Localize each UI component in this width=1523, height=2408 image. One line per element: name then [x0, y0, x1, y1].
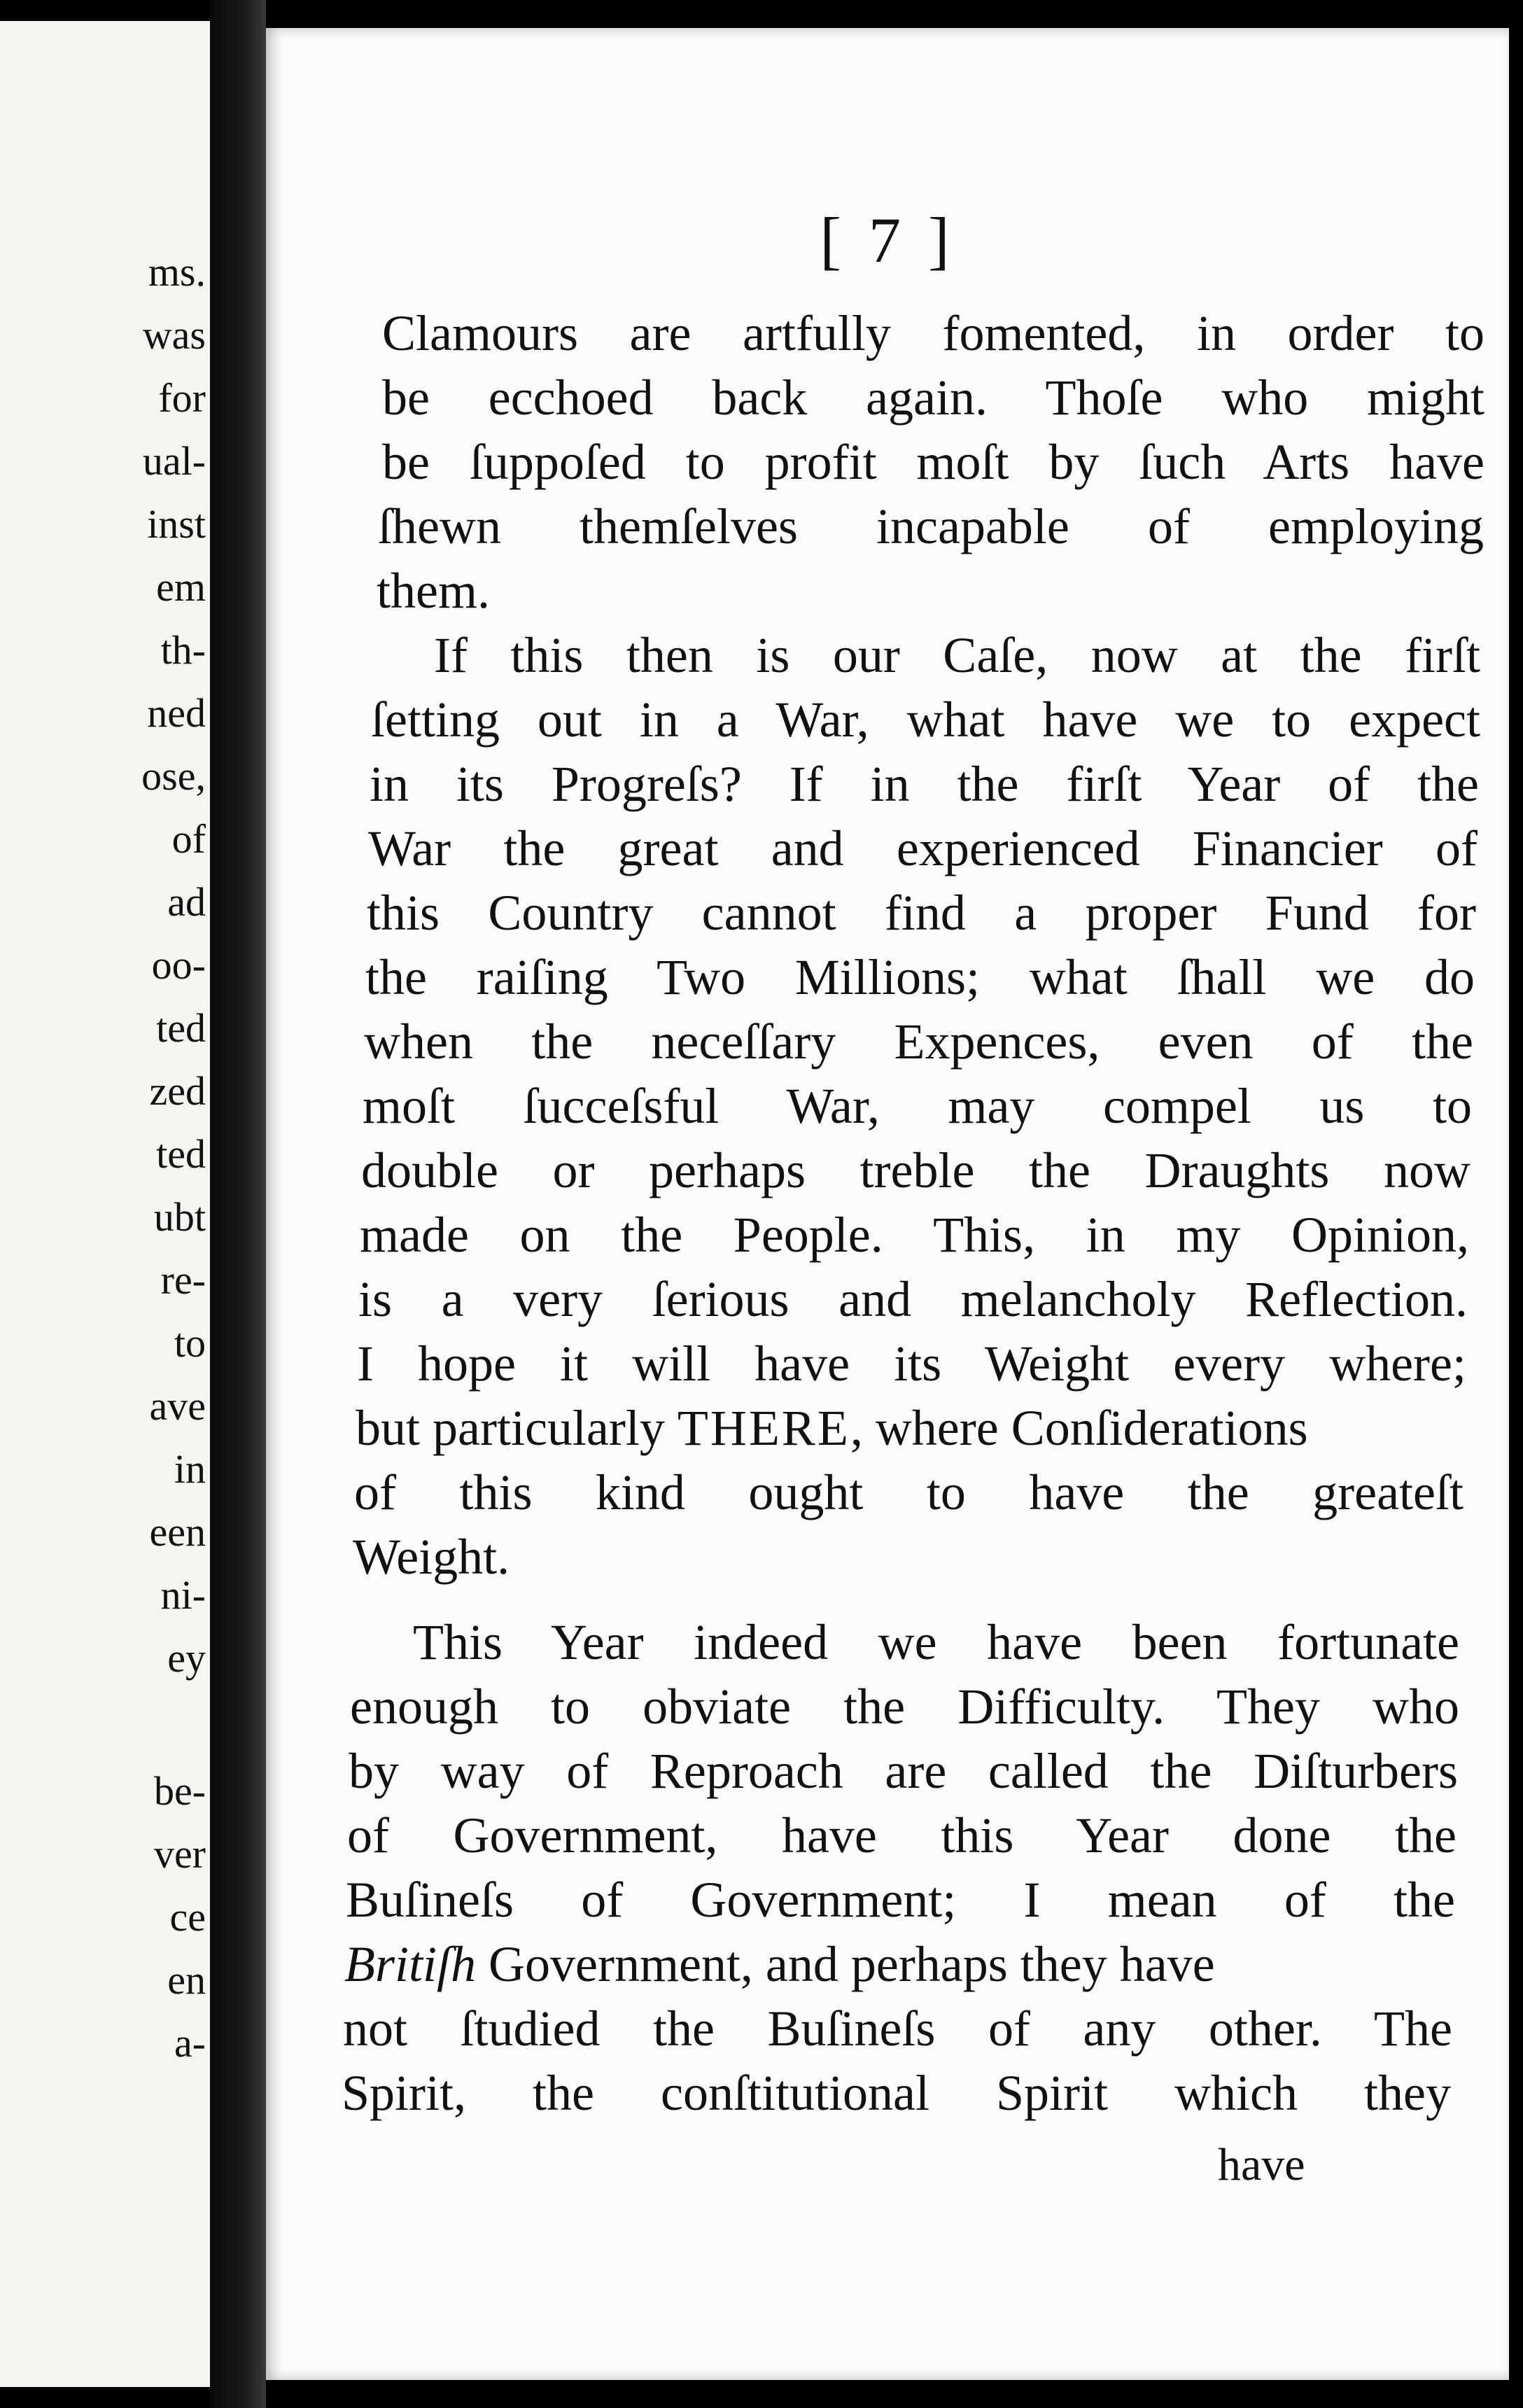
left-fragment: re-	[160, 1257, 206, 1303]
text-line	[356, 1400, 1308, 1456]
text-line: Spirit, the conſtitutional Spirit which they	[342, 2065, 1451, 2121]
book-gutter	[210, 0, 266, 2408]
left-fragment: zed	[149, 1068, 206, 1114]
left-fragment: to	[174, 1320, 206, 1366]
text-line: This Year indeed we have been fortunate	[413, 1614, 1459, 1670]
text-line: this Country cannot find a proper Fund for	[367, 885, 1476, 941]
text-line: ſhewn themſelves incapable of employing	[378, 498, 1484, 554]
text-line: by way of Reproach are called the Diſturbers	[349, 1743, 1458, 1799]
left-fragment: ted	[156, 1005, 206, 1051]
text-line: War the great and experienced Financier of	[368, 820, 1478, 876]
left-fragment: ave	[149, 1383, 206, 1429]
text-line: the raiſing Two Millions; what ſhall we do	[365, 949, 1475, 1005]
text-line: double or perhaps treble the Draughts now	[361, 1142, 1471, 1198]
text-line: moſt ſucceſsful War, may compel us to	[363, 1078, 1472, 1134]
left-fragment: inst	[147, 501, 206, 547]
text-line: be ecchoed back again. Thoſe who might	[382, 370, 1485, 426]
text-line: be ſuppoſed to profit moſt by ſuch Arts have	[382, 434, 1485, 490]
text-line: ſetting out in a War, what have we to expect	[371, 692, 1480, 748]
left-fragment: of	[171, 816, 206, 862]
text-line: of Government, have this Year done the	[347, 1807, 1457, 1863]
page-number: [ 7 ]	[820, 204, 955, 276]
left-page-edge	[0, 21, 210, 2387]
left-fragment: een	[149, 1509, 206, 1555]
text-line: of this kind ought to have the greateſt	[354, 1464, 1464, 1520]
left-fragment: en	[167, 1957, 206, 2003]
left-fragment: ey	[167, 1635, 206, 1681]
text-line: enough to obviate the Difficulty. They who	[350, 1679, 1459, 1735]
left-fragment: for	[158, 375, 206, 421]
text-line: when the neceſſary Expences, even of the	[364, 1014, 1473, 1070]
left-fragment: ual-	[142, 438, 206, 484]
left-fragment: ose,	[141, 753, 206, 799]
text-line: made on the People. This, in my Opinion,	[360, 1207, 1469, 1263]
text-line: them.	[377, 563, 490, 619]
emphasis-there: THERE	[677, 1400, 850, 1456]
left-fragment: ms.	[148, 249, 206, 295]
left-fragment: ad	[167, 879, 206, 925]
left-fragment: in	[174, 1446, 206, 1492]
text-segment: but particularly	[356, 1400, 665, 1456]
left-fragment: ver	[153, 1831, 206, 1877]
text-line: I hope it will have its Weight every where;	[357, 1336, 1466, 1392]
text-segment: Government, and perhaps they have	[476, 1936, 1215, 1992]
text-line: If this then is our Caſe, now at the firſt	[434, 627, 1480, 683]
left-fragment: oo-	[151, 942, 206, 988]
text-line: Buſineſs of Government; I mean of the	[346, 1872, 1455, 1928]
left-fragment: ce	[169, 1894, 206, 1940]
left-fragment: was	[142, 312, 206, 358]
text-line: not ſtudied the Buſineſs of any other. The	[343, 2001, 1452, 2057]
italic-word-british: Britiſh	[344, 1936, 477, 1992]
left-fragment: em	[156, 564, 206, 610]
left-fragment: th-	[160, 627, 206, 673]
left-fragment: ubt	[153, 1194, 206, 1240]
text-line: in its Progreſs? If in the firſt Year of the	[370, 756, 1479, 812]
left-fragment: a-	[174, 2020, 206, 2066]
left-fragment: ned	[147, 690, 206, 736]
left-fragment: ni-	[160, 1572, 206, 1618]
text-line: is a very ſerious and melancholy Reflection.	[358, 1271, 1468, 1327]
text-segment: , where Conſiderations	[850, 1400, 1308, 1456]
left-fragment: ted	[156, 1131, 206, 1177]
text-line	[344, 1936, 1215, 1992]
left-fragment: be-	[153, 1768, 206, 1814]
text-line: Clamours are artfully fomented, in order to	[382, 305, 1485, 361]
book-page	[266, 28, 1509, 2380]
text-line: Weight.	[353, 1529, 510, 1585]
catchword: have	[1218, 2139, 1305, 2190]
